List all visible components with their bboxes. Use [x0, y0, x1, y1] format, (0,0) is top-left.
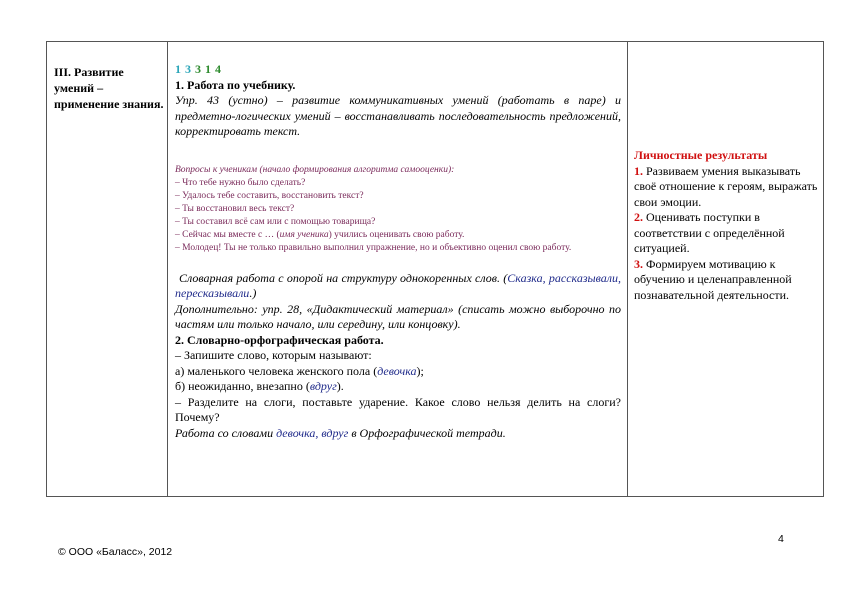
- level-number: 1: [205, 62, 212, 76]
- vocab-work: Словарная работа с опорой на структуру однокоренных слов. (Сказка, рассказывали, пересказывали.): [175, 270, 622, 300]
- question-item: – Молодец! Ты не только правильно выполнил упражнение, но и объективно оценил свою работу.: [175, 242, 572, 253]
- task2-b: б) неожиданно, внезапно (вдруг).: [175, 379, 344, 393]
- content-cell: [175, 62, 621, 441]
- task1-title: 1. Работа по учебнику.: [175, 77, 296, 92]
- task2-split: – Разделите на слоги, поставьте ударение. Какое слово нельзя делить на слоги? Почему?: [175, 394, 621, 424]
- result-item: 2. Оценивать поступки в соответствии с определённой ситуацией.: [634, 210, 785, 255]
- column-divider: [627, 42, 628, 496]
- copyright-footer: © ООО «Баласс», 2012: [58, 546, 173, 558]
- column-divider: [167, 42, 168, 496]
- result-item: 1. Развиваем умения выказывать своё отношение к героям, выражать свои эмоции.: [634, 163, 818, 209]
- task2-a: а) маленького человека женского пола (девочка);: [175, 363, 424, 378]
- task2-line: – Запишите слово, которым называют:: [175, 348, 372, 362]
- lesson-table: [46, 41, 824, 497]
- question-item: – Ты составил всё сам или с помощью товарища?: [175, 216, 376, 227]
- page-number: 4: [778, 533, 784, 545]
- task2-title: 2. Словарно-орфографическая работа.: [175, 332, 384, 347]
- questions-title: Вопросы к ученикам (начало формирования алгоритма самооценки):: [175, 164, 455, 175]
- level-number: 4: [215, 62, 222, 76]
- level-number: 3: [195, 62, 202, 76]
- result-item: 3. Формируем мотивацию к обучению и целенаправленной познавательной деятельности.: [634, 256, 792, 302]
- questions-block: [175, 164, 621, 255]
- question-item: – Ты восстановил весь текст?: [175, 203, 295, 214]
- question-item: – Сейчас мы вместе с … (имя ученика) учились оценивать свою работу.: [175, 229, 465, 240]
- stage-cell: III. Развитие умений – применение знания.: [54, 65, 164, 111]
- level-numbers: [175, 62, 621, 78]
- extra-task: Дополнительно: упр. 28, «Дидактический материал» (списать можно выборочно по частям или только начало, или середину, или концовку).: [175, 301, 621, 331]
- results-cell: [634, 148, 820, 303]
- question-item: – Что тебе нужно было сделать?: [175, 177, 306, 188]
- level-number: 3: [185, 62, 192, 76]
- level-number: 1: [175, 62, 182, 76]
- task2-work: Работа со словами девочка, вдруг в Орфографической тетради.: [175, 425, 506, 440]
- task1-text: Упр. 43 (устно) – развитие коммуникативных умений (работать в паре) и предметно-логических умений – восстанавливать последовательность предложений, корректировать текст.: [175, 93, 621, 138]
- question-item: – Удалось тебе составить, восстановить текст?: [175, 190, 364, 201]
- results-title: Личностные результаты: [634, 148, 768, 162]
